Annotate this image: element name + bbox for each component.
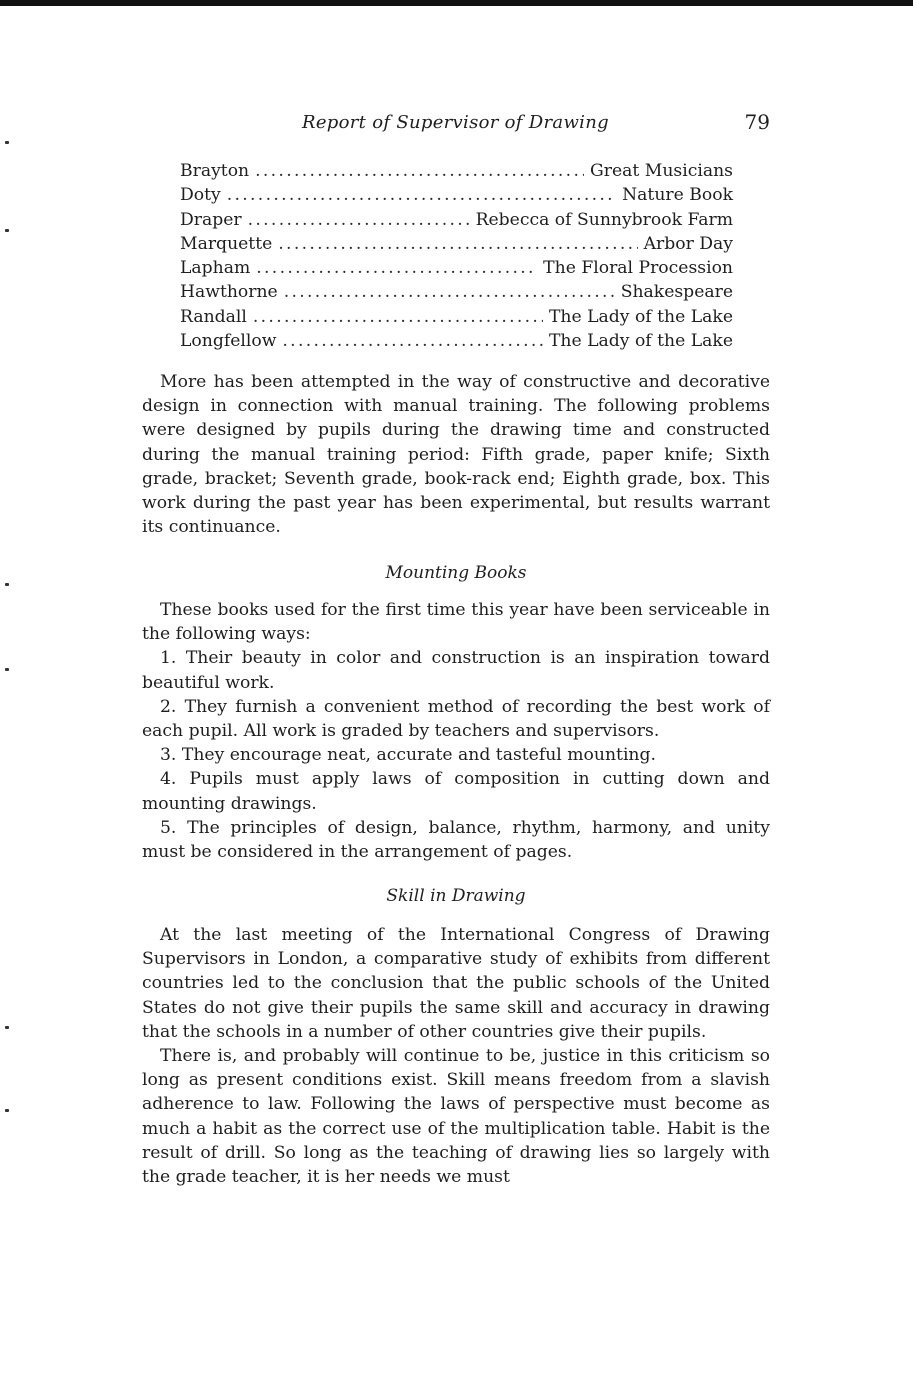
dot-leader [284, 282, 615, 302]
list-item [180, 210, 733, 234]
school-name: Lapham [180, 258, 251, 279]
list-item [180, 161, 733, 185]
dot-leader [248, 210, 470, 230]
scan-margin-mark [5, 229, 9, 232]
school-name: Doty [180, 185, 221, 206]
book-subject: The Lady of the Lake [548, 331, 733, 352]
book-subject: Nature Book [622, 185, 733, 206]
intro-paragraph: More has been attempted in the way of constructive and decorative design in connection with manual training. The following problems were designed by pupils during the drawing time and constructed during the manual training period: Fifth grade, paper knife; Sixth grade, bracket; Seventh grade, book-rack end; Eighth grade, box. This work during the past year has been experimental, but results warrant its continuance. [142, 372, 770, 538]
dot-leader [255, 161, 584, 181]
section-title-skill-in-drawing: Skill in Drawing [386, 886, 526, 906]
book-subject: Great Musicians [590, 161, 733, 181]
body-paragraph: There is, and probably will continue to be, justice in this criticism so long as present conditions exist. Skill means freedom from a slavish adherence to law. Following the laws of perspective must become as much a habit as the correct use of the multiplication table. Habit is the result of drill. So long as the teaching of drawing lies so largely with the grade teacher, it is her needs we must [142, 1046, 770, 1188]
school-name: Marquette [180, 233, 273, 254]
school-name: Hawthorne [180, 282, 278, 303]
dot-leader [256, 258, 537, 278]
scan-margin-mark [5, 141, 9, 144]
school-name: Randall [180, 306, 247, 327]
page-number: 79 [744, 110, 770, 134]
scan-margin-mark [5, 1109, 9, 1112]
section-title-mounting-books: Mounting Books [385, 563, 527, 583]
skill-in-drawing-section [142, 923, 770, 1189]
dot-leader [282, 331, 543, 351]
scan-margin-mark [5, 1026, 9, 1029]
book-subject: Shakespeare [620, 282, 733, 303]
numbered-point: 1. Their beauty in color and construction is an inspiration toward beautiful work. [142, 648, 770, 693]
dot-leader [253, 307, 543, 327]
school-name: Draper [180, 209, 242, 230]
school-name: Longfellow [180, 331, 277, 352]
numbered-point: 2. They furnish a convenient method of recording the best work of each pupil. All work is graded by teachers and supervisors. [142, 696, 770, 742]
list-item [180, 307, 733, 331]
numbered-point: 5. The principles of design, balance, rhythm, harmony, and unity must be considered in the arrangement of pages. [142, 817, 770, 863]
numbered-point: 4. Pupils must apply laws of composition in cutting down and mounting drawings. [142, 769, 770, 814]
mounting-books-section [142, 598, 770, 864]
book-subject: The Floral Procession [543, 258, 733, 279]
list-item [180, 185, 733, 209]
dot-leader [278, 234, 637, 254]
scan-margin-mark [5, 583, 9, 586]
running-head: Report of Supervisor of Drawing [302, 112, 609, 133]
body-paragraph: At the last meeting of the International Congress of Drawing Supervisors in London, a comparative study of exhibits from different countries led to the conclusion that the public schools of the United States do not give their pupils the same skill and accuracy in drawing that the schools in a number of other countries give their pupils. [142, 925, 770, 1042]
intro-section [142, 370, 770, 539]
dot-leader [227, 185, 616, 205]
list-item [180, 282, 733, 306]
scan-top-edge [0, 0, 913, 6]
list-item [180, 234, 733, 258]
mounting-books-intro: These books used for the first time this year have been serviceable in the following ways: [142, 600, 770, 645]
scan-margin-mark [5, 668, 9, 671]
numbered-point: 3. They encourage neat, accurate and tasteful mounting. [160, 745, 656, 766]
school-subject-list [180, 161, 733, 355]
book-subject: The Lady of the Lake [548, 306, 733, 327]
book-subject: Arbor Day [643, 233, 733, 254]
page-header [142, 112, 770, 138]
list-item [180, 258, 733, 282]
school-name: Brayton [180, 161, 250, 181]
list-item [180, 331, 733, 355]
book-subject: Rebecca of Sunnybrook Farm [475, 209, 733, 230]
